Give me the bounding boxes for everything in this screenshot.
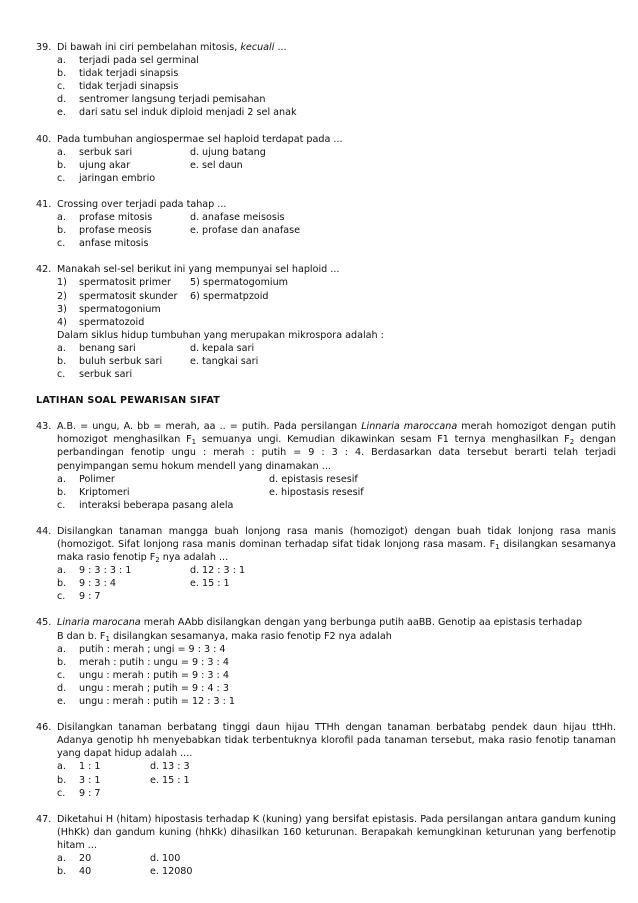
option-text: 9 : 7 bbox=[79, 591, 101, 603]
option-text: putih : merah ; ungi = 9 : 3 : 4 bbox=[79, 643, 226, 655]
option-label: b. bbox=[57, 656, 67, 668]
option-text: 13 : 3 bbox=[162, 761, 190, 773]
question-number: 44. bbox=[36, 525, 52, 537]
option-label: a. bbox=[57, 761, 66, 773]
option-label: e. bbox=[190, 159, 199, 171]
option-text: 15 : 1 bbox=[162, 774, 190, 786]
option-label: d. bbox=[150, 852, 160, 864]
option-label: a. bbox=[57, 852, 66, 864]
item-label: 2) bbox=[57, 290, 67, 302]
option-text: sentromer langsung terjadi pemisahan bbox=[79, 94, 266, 106]
question-number: 47. bbox=[36, 813, 52, 825]
question-47 bbox=[36, 813, 616, 878]
option-text: 3 : 1 bbox=[79, 774, 101, 786]
option-text: terjadi pada sel germinal bbox=[79, 55, 199, 67]
question-number: 42. bbox=[36, 264, 52, 276]
option-label: d. bbox=[150, 761, 160, 773]
question-text: Linaria marocana merah AAbb disilangkan dengan yang berbunga putih aaBB. Genotip aa epistasis terhadap B dan b. $F_1$ disilangkan sesamanya, maka rasio fenotip F2 nya adalah bbox=[57, 617, 583, 643]
option-label: c. bbox=[57, 81, 66, 93]
item-label: 5) bbox=[190, 277, 200, 289]
worksheet-page bbox=[36, 41, 616, 891]
question-text: Disilangkan tanaman mangga buah lonjong rasa manis (homozigot) dengan buah tidak lonjong rasa manis (homozigot. Sifat lonjong rasa manis dominan terhadap sifat tidak lonjong rasa masam. $F_1$ disilangkan sesamanya maka rasio fenotip $F_2$ nya adalah ... bbox=[57, 525, 616, 565]
option-text: ujung akar bbox=[79, 159, 131, 171]
question-number: 45. bbox=[36, 617, 52, 629]
question-42 bbox=[36, 263, 616, 381]
option-text: serbuk sari bbox=[79, 369, 133, 381]
option-text: Polimer bbox=[79, 473, 115, 485]
option-label: e. bbox=[150, 774, 159, 786]
option-text: 9 : 3 : 3 : 1 bbox=[79, 565, 132, 577]
option-text: e. hipostasis resesif bbox=[269, 486, 364, 498]
option-label: d. bbox=[190, 342, 200, 354]
option-text: ungu : merah ; putih = 9 : 4 : 3 bbox=[79, 682, 229, 694]
option-text: anafase meisosis bbox=[202, 212, 285, 224]
sub-question-text: Dalam siklus hidup tumbuhan yang merupakan mikrospora adalah : bbox=[57, 329, 384, 341]
option-text: 20 bbox=[79, 852, 92, 864]
option-label: b. bbox=[57, 486, 67, 498]
option-label: d. bbox=[57, 682, 67, 694]
option-text: ungu : merah : putih = 9 : 3 : 4 bbox=[79, 669, 229, 681]
option-label: a. bbox=[57, 565, 66, 577]
option-text: tangkai sari bbox=[202, 355, 259, 367]
option-text: interaksi beberapa pasang alela bbox=[79, 499, 234, 511]
question-number: 41. bbox=[36, 198, 52, 210]
option-text: 40 bbox=[79, 866, 92, 878]
option-text: Kriptomeri bbox=[79, 486, 130, 498]
option-label: c. bbox=[57, 787, 66, 799]
question-number: 39. bbox=[36, 42, 52, 53]
option-text: profase mitosis bbox=[79, 212, 153, 224]
option-text: tidak terjadi sinapsis bbox=[79, 81, 179, 93]
option-label: e. bbox=[57, 696, 66, 708]
option-text: sel daun bbox=[202, 159, 243, 171]
option-text: serbuk sari bbox=[79, 146, 133, 158]
option-text: profase meosis bbox=[79, 225, 152, 237]
item-text: spermatosit skunder bbox=[79, 290, 178, 302]
option-text: 12 : 3 : 1 bbox=[202, 565, 246, 577]
option-label: b. bbox=[57, 225, 67, 237]
item-text: spermatogonium bbox=[79, 303, 161, 315]
option-label: b. bbox=[57, 68, 67, 80]
question-text: Manakah sel-sel berikut ini yang mempunyai sel haploid ... bbox=[57, 264, 340, 276]
question-number: 43. bbox=[36, 421, 52, 433]
question-44 bbox=[36, 525, 616, 604]
option-label: e. bbox=[150, 866, 159, 878]
option-label: c. bbox=[57, 369, 66, 381]
option-text: 1 : 1 bbox=[79, 761, 101, 773]
option-label: b. bbox=[57, 159, 67, 171]
option-label: c. bbox=[57, 591, 66, 603]
question-41 bbox=[36, 198, 616, 250]
question-text: Diketahui H (hitam) hipostasis terhadap K (kuning) yang bersifat epistasis. Pada persilangan antara gandum kuning (HhKk) dan gandum kuning (hhKk) dihasilkan 160 keturunan. Berapakah kemungkinan keturunan yang berfenotip hitam ... bbox=[57, 813, 616, 851]
option-label: c. bbox=[57, 238, 66, 250]
option-label: c. bbox=[57, 172, 66, 184]
question-number: 40. bbox=[36, 133, 52, 145]
option-label: b. bbox=[57, 355, 67, 367]
option-text: 9 : 3 : 4 bbox=[79, 578, 116, 590]
item-text: spermatozoid bbox=[79, 316, 145, 328]
item-label: 4) bbox=[57, 316, 67, 328]
option-text: d. epistasis resesif bbox=[269, 473, 358, 485]
option-label: a. bbox=[57, 473, 66, 485]
option-text: benang sari bbox=[79, 342, 136, 354]
question-number: 46. bbox=[36, 722, 52, 734]
option-label: d. bbox=[190, 565, 200, 577]
option-text: 12080 bbox=[162, 866, 193, 878]
option-text: jaringan embrio bbox=[79, 172, 156, 184]
item-text: spermatosit primer bbox=[79, 277, 171, 289]
option-label: d. bbox=[57, 94, 67, 106]
option-text: dari satu sel induk diploid menjadi 2 sel anak bbox=[79, 107, 297, 119]
option-label: c. bbox=[57, 669, 66, 681]
option-label: a. bbox=[57, 643, 66, 655]
option-text: kepala sari bbox=[202, 342, 255, 354]
option-text: anfase mitosis bbox=[79, 238, 149, 250]
option-label: b. bbox=[57, 578, 67, 590]
option-label: d. bbox=[190, 212, 200, 224]
option-text: 100 bbox=[162, 852, 181, 864]
option-label: a. bbox=[57, 55, 66, 67]
option-label: a. bbox=[57, 146, 66, 158]
question-text: Disilangkan tanaman berbatang tinggi daun hijau TTHh dengan tanaman berbatabg pendek daun hijau ttHh. Adanya genotip hh menyebabkan tidak terbentuknya klorofil pada tanaman tersebut, maka rasio fenotip tanaman yang dapat hidup adalah .... bbox=[57, 722, 616, 760]
option-label: c. bbox=[57, 499, 66, 511]
option-label: b. bbox=[57, 774, 67, 786]
option-label: e. bbox=[190, 225, 199, 237]
option-text: 15 : 1 bbox=[202, 578, 230, 590]
question-text: Crossing over terjadi pada tahap ... bbox=[57, 198, 227, 210]
option-label: e. bbox=[190, 578, 199, 590]
option-label: e. bbox=[57, 107, 66, 119]
question-text: Di bawah ini ciri pembelahan mitosis, kecuali ... bbox=[57, 42, 287, 53]
option-label: a. bbox=[57, 342, 66, 354]
option-text: tidak terjadi sinapsis bbox=[79, 68, 179, 80]
item-label: 6) bbox=[190, 290, 200, 302]
option-label: e. bbox=[190, 355, 199, 367]
option-label: d. bbox=[190, 146, 200, 158]
option-text: 9 : 7 bbox=[79, 787, 101, 799]
option-text: profase dan anafase bbox=[202, 225, 300, 237]
question-43 bbox=[36, 420, 616, 512]
question-45 bbox=[36, 616, 616, 708]
question-39 bbox=[36, 41, 616, 120]
option-text: merah : putih : ungu = 9 : 3 : 4 bbox=[79, 656, 229, 668]
option-label: a. bbox=[57, 212, 66, 224]
item-text: spermatogomium bbox=[203, 277, 289, 289]
item-label: 1) bbox=[57, 277, 67, 289]
question-46 bbox=[36, 721, 616, 800]
option-text: buluh serbuk sari bbox=[79, 355, 163, 367]
question-40 bbox=[36, 133, 616, 185]
question-text: Pada tumbuhan angiospermae sel haploid terdapat pada ... bbox=[57, 133, 343, 145]
item-text: spermatpzoid bbox=[203, 290, 269, 302]
option-label: b. bbox=[57, 866, 67, 878]
question-text: A.B. = ungu, A. bb = merah, aa .. = putih. Pada persilangan Linnaria maroccana merah homozigot dengan putih homozigot menghasilkan $F_1$ semuanya ungi. Kemudian dikawinkan sesam F1 ternya menghasilkan $F_2$ dengan perbandingan fenotip ungu : merah : putih = 9 : 3 : 4. Berdasarkan data tersebut berarti telah terjadi penyimpangan semu hokum mendell yang dinamakan ... bbox=[57, 421, 617, 472]
item-label: 3) bbox=[57, 303, 67, 315]
section-heading: LATIHAN SOAL PEWARISAN SIFAT bbox=[36, 395, 220, 407]
option-text: ungu : merah : putih = 12 : 3 : 1 bbox=[79, 696, 236, 708]
option-text: ujung batang bbox=[202, 146, 266, 158]
